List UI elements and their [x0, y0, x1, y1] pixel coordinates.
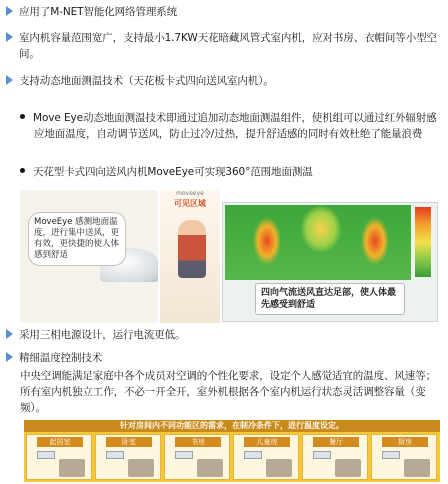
- dot-bullet-icon: [20, 168, 25, 173]
- strip-header: 针对房间内不同功能区的需求，在制冷条件下，进行温度设定。: [24, 420, 440, 432]
- figure-right-panel: [222, 202, 438, 322]
- cell-tag: 卧室: [106, 437, 152, 447]
- section-floor-sensing-text: 支持动态地面测温技术（天花板卡式四向送风室内机）。: [19, 75, 274, 87]
- strip-cell-living: [26, 434, 92, 480]
- temperature-scale: [415, 207, 431, 277]
- triangle-bullet-icon: [6, 6, 13, 16]
- temperature-heatmap: [225, 205, 411, 280]
- furniture-icon: [335, 459, 361, 477]
- ac-unit-icon: [244, 451, 262, 459]
- ac-unit-icon: [313, 451, 331, 459]
- furniture-icon: [266, 459, 292, 477]
- strip-cell-kids: [233, 434, 299, 480]
- cell-tag: 起居室: [37, 437, 83, 447]
- left-callout: MoveEye 感测地面温度，进行集中送风，更有效，更快捷的使人体感到舒适: [28, 212, 126, 266]
- strip-cell-bedroom: [95, 434, 161, 480]
- strip-cell-study: [164, 434, 230, 480]
- dot-bullet-icon: [20, 114, 25, 119]
- bullet-360-text: 天花型卡式四向送风内机MoveEye可实现360°范围地面测温: [33, 166, 313, 178]
- move-eye-figure: [20, 190, 440, 325]
- furniture-icon: [128, 459, 154, 477]
- cell-tag: 书房: [175, 437, 221, 447]
- section-capacity-text: 室内机容量范围宽广，支持最小1.7KW天花暗藏风管式室内机，应对书房、衣帽间等小型空间。: [19, 32, 437, 60]
- cell-tag: 餐厅: [313, 437, 359, 447]
- right-callout: 四向气流送风直达足部，使人体最先感受到舒适: [255, 283, 405, 315]
- moveeye-logo: moveeye: [176, 190, 204, 197]
- figure-left-panel: [20, 190, 158, 323]
- furniture-icon: [197, 459, 223, 477]
- section-temp-control-text: 精细温度控制技术: [19, 352, 103, 364]
- ac-unit-icon: [37, 451, 55, 459]
- bullet-move-eye-text: Move Eye动态地面测温技术即通过追加动态地面测温组件，使机组可以通过红外辐射感应地面温度，自动调节送风，防止过冷/过热，提升舒适感的同时有效杜绝了能量浪费: [33, 112, 437, 140]
- bullet-360: [20, 164, 442, 180]
- figure-mid-panel: [160, 190, 220, 323]
- section-mnet-text: 应用了M-NET智能化网络管理系统: [19, 6, 178, 18]
- section-floor-sensing: [6, 73, 442, 89]
- cell-tag: 儿童房: [244, 437, 290, 447]
- temp-control-paragraph: 中央空调能满足家庭中各个成员对空调的个性化要求，设定个人感觉适宜的温度、风速等；所有室内机独立工作，不必一开全开，室外机根据各个室内机运行状态灵活调整容量（变频）。: [20, 370, 436, 414]
- furniture-icon: [404, 459, 430, 477]
- section-temp-control: [6, 350, 442, 366]
- ac-unit-icon: [106, 451, 124, 459]
- triangle-bullet-icon: [6, 75, 13, 85]
- strip-cell-dining: [302, 434, 368, 480]
- room-temperature-strip: [24, 420, 440, 482]
- bullet-move-eye: [20, 110, 442, 142]
- visible-area-label: 可见区域: [174, 199, 206, 208]
- strip-cell-kitchen: [371, 434, 437, 480]
- triangle-bullet-icon: [6, 329, 13, 339]
- ac-unit-icon: [175, 451, 193, 459]
- section-three-phase-text: 采用三相电源设计，运行电流更低。: [19, 329, 186, 341]
- ac-unit-icon: [382, 451, 400, 459]
- triangle-bullet-icon: [6, 32, 13, 42]
- person-icon: [178, 220, 206, 278]
- section-capacity: [6, 30, 442, 62]
- cell-tag: 厨房: [382, 437, 428, 447]
- triangle-bullet-icon: [6, 352, 13, 362]
- furniture-icon: [59, 459, 85, 477]
- section-three-phase: [6, 327, 442, 343]
- section-mnet: [6, 4, 442, 20]
